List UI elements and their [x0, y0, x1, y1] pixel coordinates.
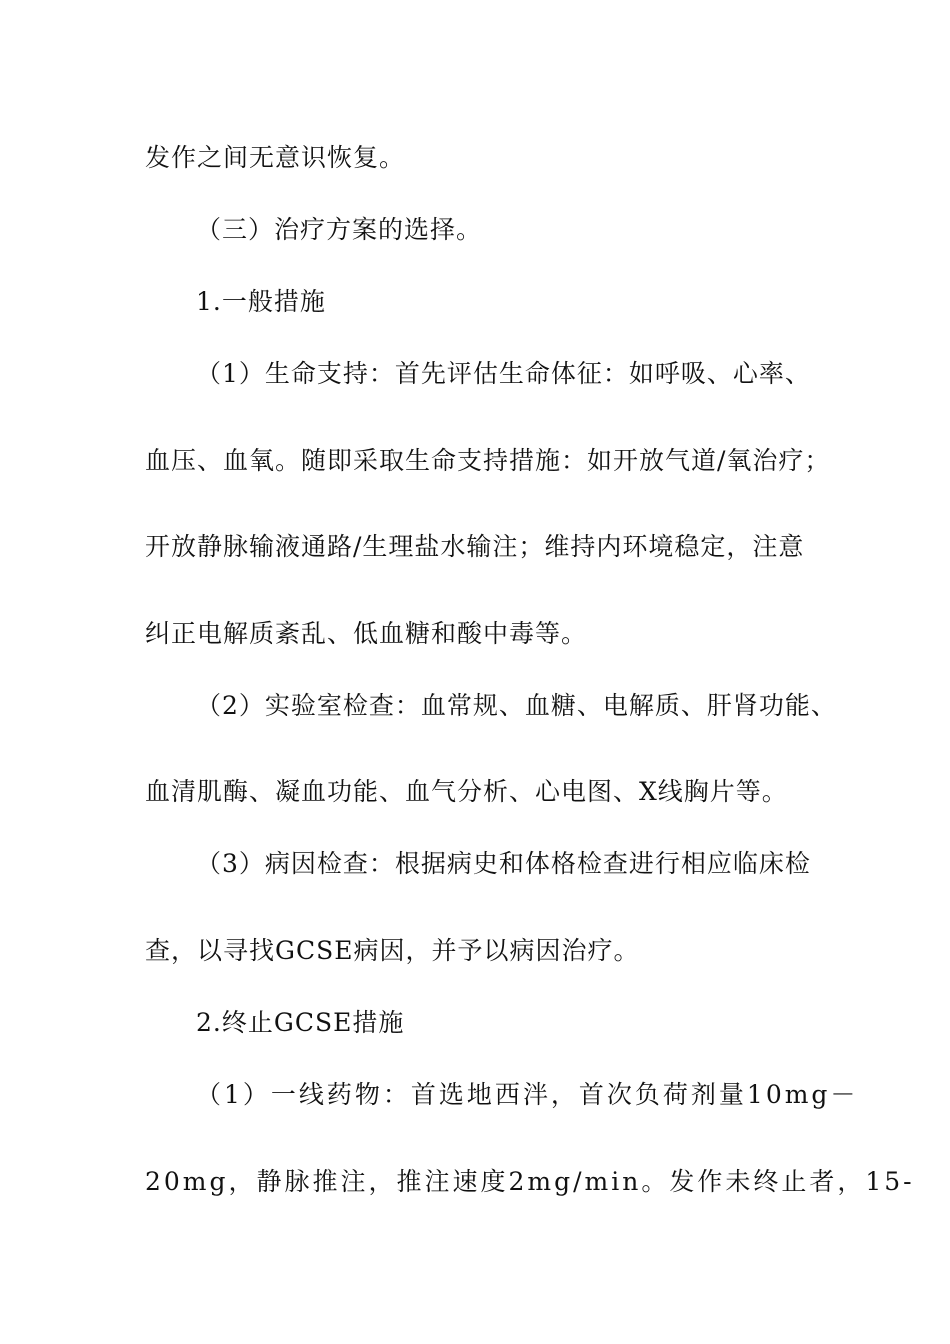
paragraph-line-14: 20mg，静脉推注，推注速度2mg/min。发作未终止者，15-: [145, 1167, 915, 1196]
section-heading-treatment: （三）治疗方案的选择。: [196, 215, 483, 244]
paragraph-line-first-line-drugs: （1）一线药物：首选地西泮，首次负荷剂量10mg－: [196, 1080, 859, 1109]
paragraph-line-lab-tests: （2）实验室检查：血常规、血糖、电解质、肝肾功能、: [196, 691, 837, 720]
paragraph-line-etiology: （3）病因检查：根据病史和体格检查进行相应临床检: [196, 849, 811, 878]
paragraph-line-7: 纠正电解质紊乱、低血糖和酸中毒等。: [145, 619, 588, 648]
paragraph-line-9: 血清肌酶、凝血功能、血气分析、心电图、X线胸片等。: [145, 777, 788, 806]
paragraph-line-6: 开放静脉输液通路/生理盐水输注；维持内环境稳定，注意: [145, 532, 805, 561]
paragraph-line-life-support: （1）生命支持：首先评估生命体征：如呼吸、心率、: [196, 359, 811, 388]
paragraph-line-1: 发作之间无意识恢复。: [145, 143, 406, 172]
paragraph-line-11: 查，以寻找GCSE病因，并予以病因治疗。: [145, 936, 640, 965]
subheading-general-measures: 1.一般措施: [196, 287, 326, 316]
subheading-terminate-gcse: 2.终止GCSE措施: [196, 1008, 405, 1037]
paragraph-line-5: 血压、血氧。随即采取生命支持措施：如开放气道/氧治疗；: [145, 446, 831, 475]
